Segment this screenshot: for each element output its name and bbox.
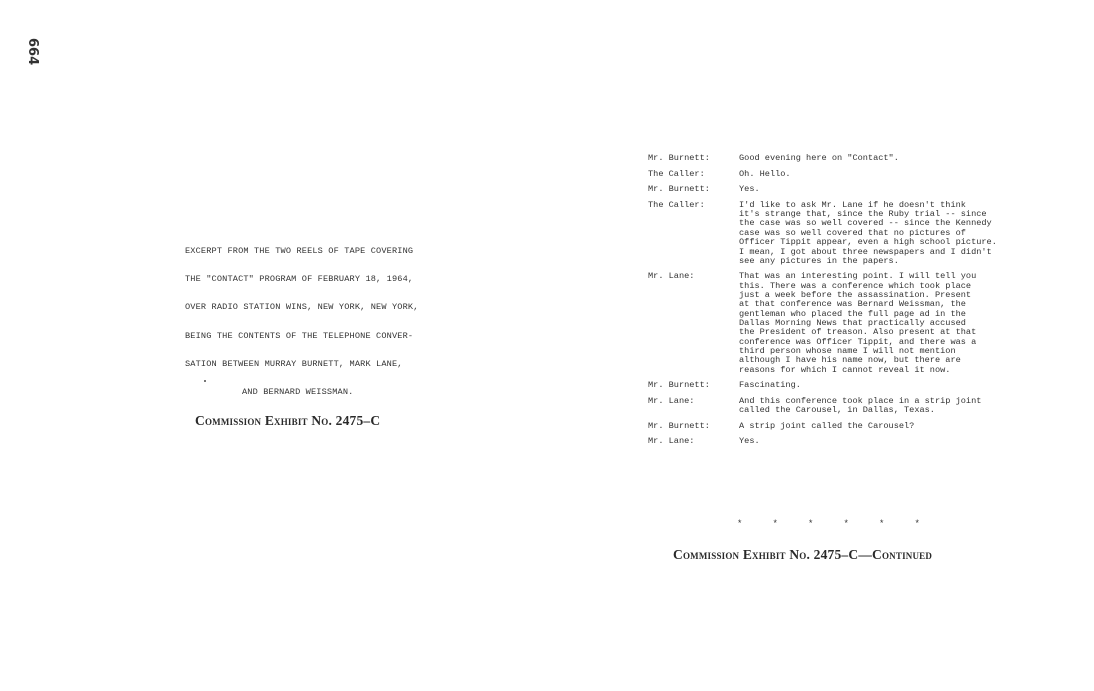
speech-text — [739, 397, 1028, 416]
speech-line: the case was so well covered -- since the Kennedy — [739, 218, 992, 229]
asterisk: * — [808, 519, 814, 529]
speech-text — [739, 154, 1028, 163]
transcript-entry — [648, 154, 1028, 163]
speech-line: I'd like to ask Mr. Lane if he doesn't think — [739, 199, 966, 210]
exhibit-label-continued: Commission Exhibit No. 2475–C—Continued — [673, 547, 933, 562]
speech-line: at that conference was Bernard Weissman, the — [739, 299, 966, 310]
speech-line: this. There was a conference which took place — [739, 280, 972, 291]
speech-text — [739, 422, 1028, 431]
speech-text — [739, 381, 1028, 390]
speech-line: the President of treason. Also present at that — [739, 327, 977, 338]
speech-line: Good evening here on "Contact". — [739, 153, 899, 163]
transcript-entry — [648, 437, 1028, 446]
speech-line: third person whose name I will not mention — [739, 346, 956, 357]
speech-line: Yes. — [739, 436, 760, 447]
speech-line: it's strange that, since the Ruby trial -- since — [739, 209, 987, 220]
asterisk: * — [737, 519, 743, 529]
speech-line: And this conference took place in a strip joint — [739, 395, 982, 406]
speech-line: That was an interesting point. I will tell you — [739, 271, 977, 282]
speech-text — [739, 437, 1028, 446]
transcript-entry — [648, 397, 1028, 416]
asterisk: * — [843, 519, 849, 529]
exhibit-label: Commission Exhibit No. 2475–C — [195, 413, 381, 428]
transcript-entry — [648, 381, 1028, 390]
transcript-entry — [648, 422, 1028, 431]
speech-line: Oh. Hello. — [739, 168, 791, 179]
heading-line: SATION BETWEEN MURRAY BURNETT, MARK LANE, — [185, 358, 403, 369]
asterisk: * — [772, 519, 778, 529]
speaker-label: The Caller: — [648, 199, 705, 210]
speech-line: I mean, I got about three newspapers and I didn't — [739, 246, 992, 257]
transcript-entry — [648, 170, 1028, 179]
asterisk: * — [879, 519, 885, 529]
speech-line: Officer Tippit appear, even a high school picture. — [739, 237, 997, 248]
asterisk: * — [914, 519, 920, 529]
heading-line: BEING THE CONTENTS OF THE TELEPHONE CONVER- — [185, 330, 414, 341]
heading-line: THE "CONTACT" PROGRAM OF FEBRUARY 18, 1964, — [185, 274, 414, 285]
transcript-entry — [648, 201, 1028, 266]
heading-line: AND BERNARD WEISSMAN. — [242, 386, 354, 397]
speaker-label: Mr. Lane: — [648, 395, 695, 406]
speech-line: Fascinating. — [739, 380, 801, 391]
speech-line: Dallas Morning News that practically accused — [739, 318, 966, 329]
speaker-label: Mr. Burnett: — [648, 153, 710, 163]
transcript-entry — [648, 272, 1028, 375]
speech-text — [739, 272, 1028, 375]
heading-line: EXCERPT FROM THE TWO REELS OF TAPE COVERING — [185, 246, 414, 256]
speech-line: gentleman who placed the full page ad in the — [739, 308, 966, 319]
stray-mark — [204, 380, 206, 382]
speaker-label: Mr. Burnett: — [648, 380, 710, 391]
speech-line: A strip joint called the Carousel? — [739, 420, 915, 431]
speaker-label: Mr. Burnett: — [648, 420, 710, 431]
heading-line: OVER RADIO STATION WINS, NEW YORK, NEW YORK, — [185, 302, 419, 313]
speaker-label: Mr. Burnett: — [648, 184, 710, 195]
speech-line: although I have his name now, but there are — [739, 355, 961, 366]
speech-text — [739, 185, 1028, 194]
transcript — [648, 154, 1028, 453]
speech-line: reasons for which I cannot reveal it now. — [739, 364, 951, 375]
speech-text — [739, 201, 1028, 266]
speaker-label: Mr. Lane: — [648, 436, 695, 447]
speaker-label: The Caller: — [648, 168, 705, 179]
speech-line: case was so well covered that no pictures of — [739, 227, 966, 238]
speech-line: conference was Officer Tippit, and there was a — [739, 336, 977, 347]
speech-line: see any pictures in the papers. — [739, 255, 899, 266]
exhibit-heading — [185, 246, 485, 415]
speech-text — [739, 170, 1028, 179]
speech-line: Yes. — [739, 184, 760, 195]
page-number: 664 — [25, 38, 40, 66]
speech-line: just a week before the assassination. Present — [739, 290, 972, 301]
speech-line: called the Carousel, in Dallas, Texas. — [739, 405, 935, 416]
speaker-label: Mr. Lane: — [648, 271, 695, 282]
transcript-entry — [648, 185, 1028, 194]
section-break — [737, 519, 950, 529]
